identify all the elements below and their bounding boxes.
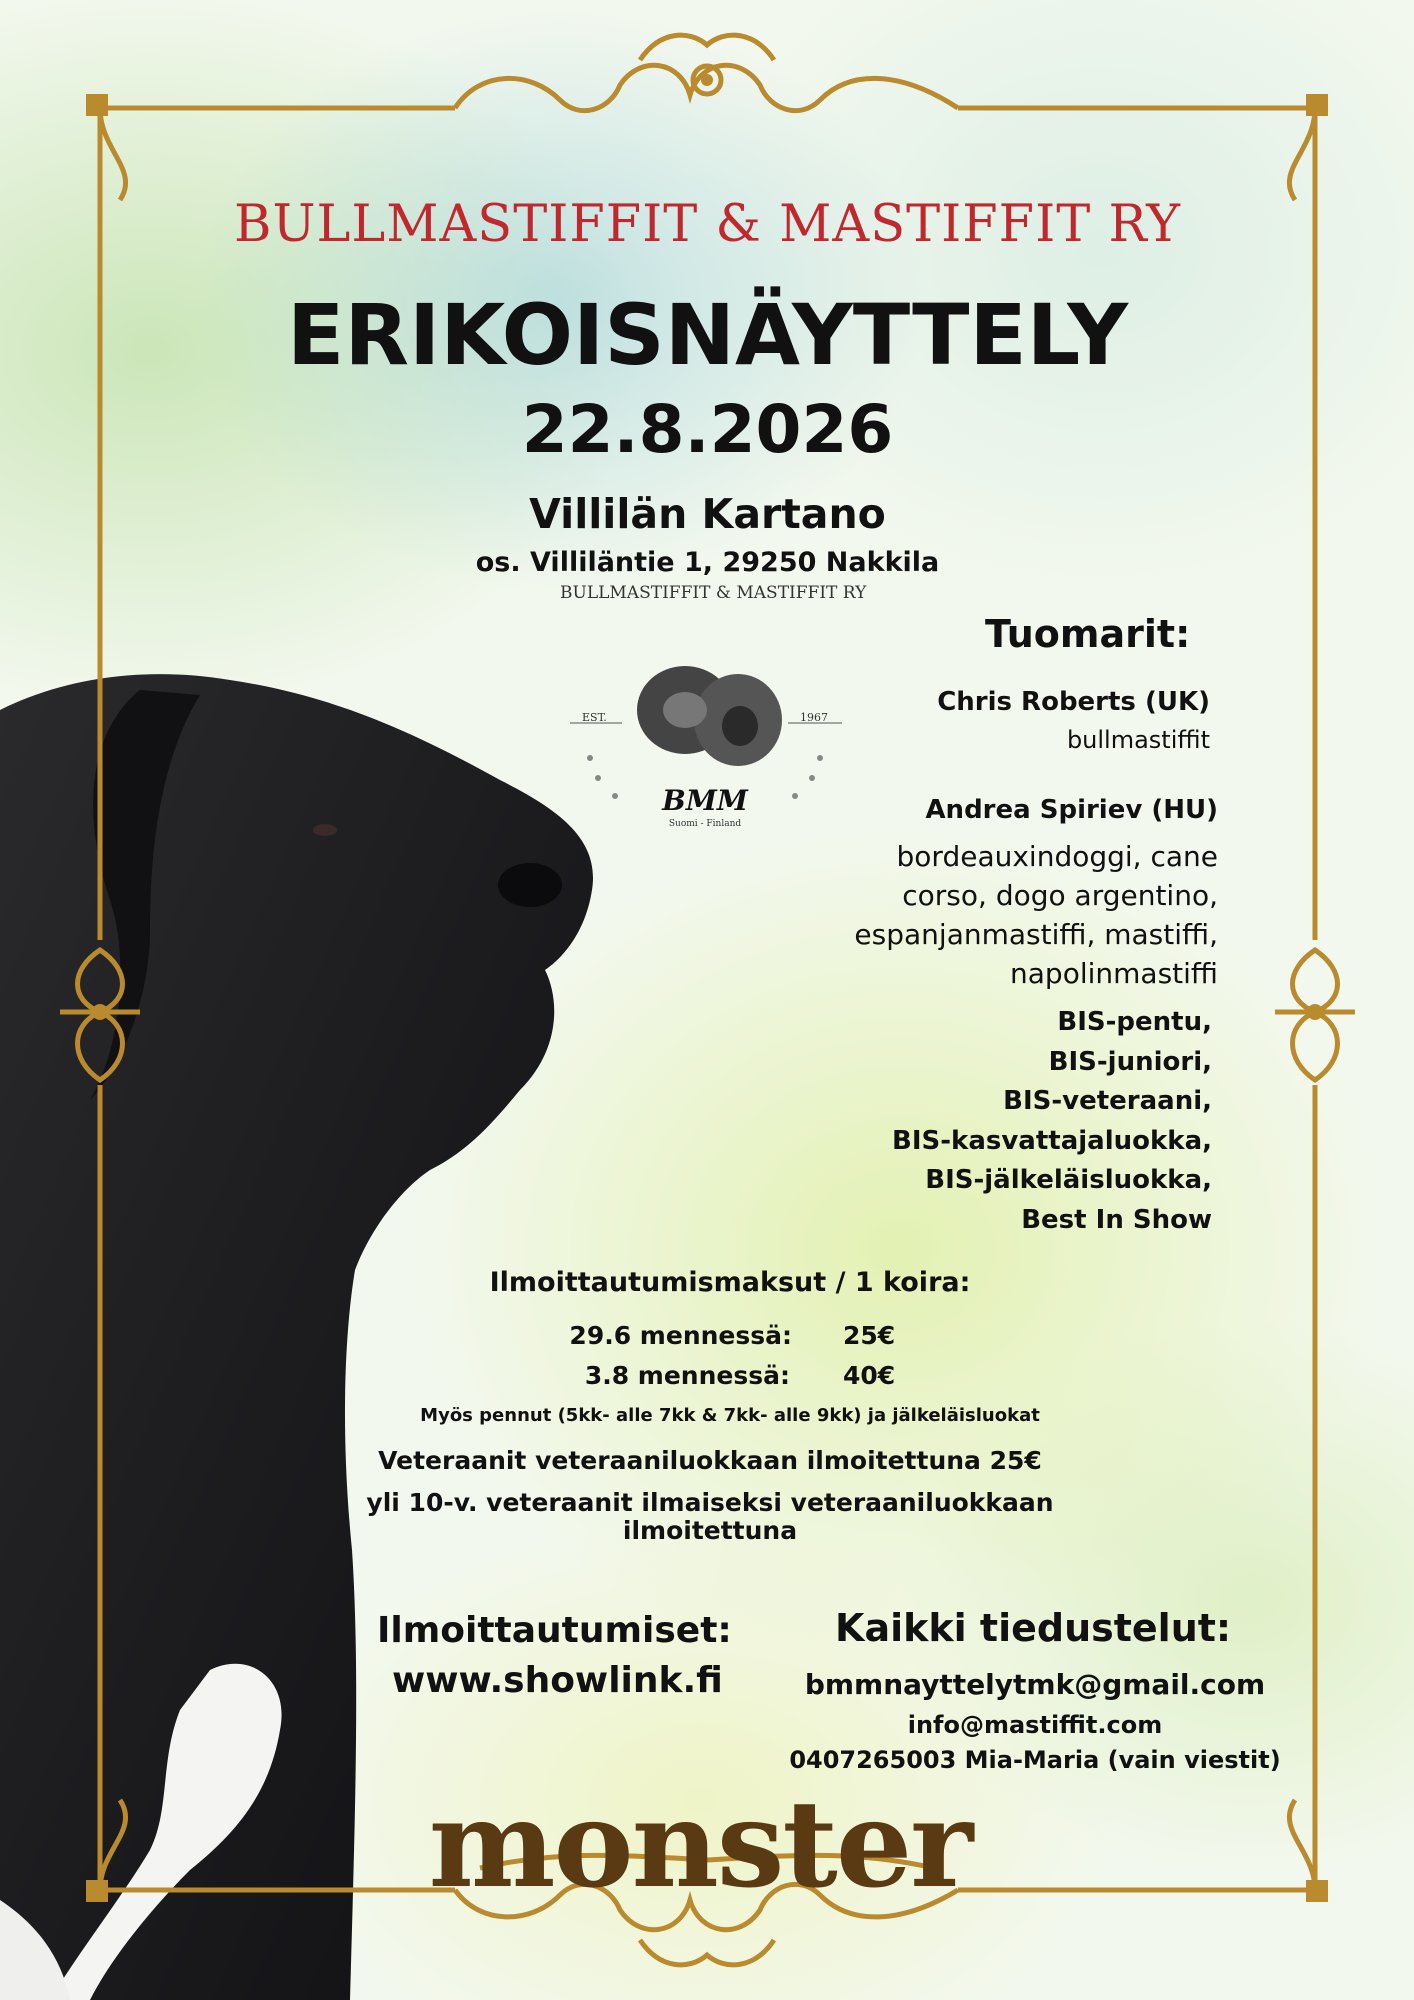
fee-deadline-1: 29.6 mennessä: bbox=[569, 1321, 792, 1350]
fee-price-1: 25€ bbox=[843, 1321, 896, 1350]
judge-1-name: Chris Roberts (UK) bbox=[937, 687, 1210, 717]
judge-2-breeds bbox=[720, 837, 1218, 993]
logo-monogram: BMM bbox=[662, 784, 748, 817]
logo-arc-text: BULLMASTIFFIT & MASTIFFIT RY bbox=[560, 583, 867, 603]
contact-email-2[interactable]: info@mastiffit.com bbox=[907, 1711, 1163, 1739]
judge-2-breeds-line: bordeauxindoggi, cane bbox=[896, 840, 1218, 873]
judges-heading: Tuomarit: bbox=[985, 612, 1191, 656]
club-name: BULLMASTIFFIT & MASTIFFIT RY bbox=[234, 195, 1181, 254]
logo-est: EST. bbox=[582, 711, 607, 724]
logo-year: 1967 bbox=[800, 711, 828, 724]
bis-class: BIS-pentu, bbox=[1057, 1007, 1212, 1037]
fee-price-2: 40€ bbox=[843, 1361, 896, 1390]
fee-deadline-2: 3.8 mennessä: bbox=[584, 1361, 790, 1390]
fees-note: Myös pennut (5kk- alle 7kk & 7kk- alle 9kk) ja jälkeläisluokat bbox=[420, 1405, 1040, 1426]
judge-2-breeds-line: napolinmastiffi bbox=[1010, 957, 1218, 990]
senior-veterans-line: ilmoitettuna bbox=[622, 1516, 798, 1545]
venue-name: Villilän Kartano bbox=[529, 490, 886, 538]
contact-email-1[interactable]: bmmnayttelytmk@gmail.com bbox=[804, 1668, 1266, 1701]
judge-1-breeds: bullmastiffit bbox=[1066, 726, 1210, 754]
judge-2-breeds-line: espanjanmastiffi, mastiffi, bbox=[854, 918, 1218, 951]
contact-heading: Kaikki tiedustelut: bbox=[835, 1606, 1232, 1650]
event-date: 22.8.2026 bbox=[521, 391, 894, 468]
bis-class: BIS-veteraani, bbox=[1003, 1086, 1212, 1116]
registration-link[interactable]: www.showlink.fi bbox=[392, 1660, 723, 1701]
senior-veterans-line: yli 10-v. veteraanit ilmaiseksi veteraaniluokkaan bbox=[366, 1488, 1054, 1517]
logo-subtitle: Suomi - Finland bbox=[668, 819, 742, 829]
bis-classes bbox=[720, 1003, 1212, 1240]
senior-veterans-note bbox=[330, 1489, 1090, 1545]
judge-2-breeds-line: corso, dogo argentino, bbox=[902, 879, 1218, 912]
judge-2-name: Andrea Spiriev (HU) bbox=[925, 795, 1218, 825]
sponsor-logo: monster bbox=[428, 1774, 972, 1915]
registration-heading: Ilmoittautumiset: bbox=[377, 1610, 732, 1651]
venue-address: os. Villiläntie 1, 29250 Nakkila bbox=[475, 547, 940, 578]
contact-phone: 0407265003 Mia-Maria (vain viestit) bbox=[789, 1746, 1281, 1774]
bis-class: Best In Show bbox=[1021, 1204, 1212, 1235]
veterans-fee: Veteraanit veteraaniluokkaan ilmoitettuna 25€ bbox=[378, 1446, 1042, 1475]
event-title: ERIKOISNÄYTTELY bbox=[286, 286, 1129, 384]
bis-class: BIS-kasvattajaluokka, bbox=[892, 1125, 1212, 1156]
bis-class: BIS-juniori, bbox=[1048, 1046, 1212, 1077]
fees-heading: Ilmoittautumismaksut / 1 koira: bbox=[489, 1267, 971, 1298]
bis-class: BIS-jälkeläisluokka, bbox=[925, 1165, 1212, 1195]
